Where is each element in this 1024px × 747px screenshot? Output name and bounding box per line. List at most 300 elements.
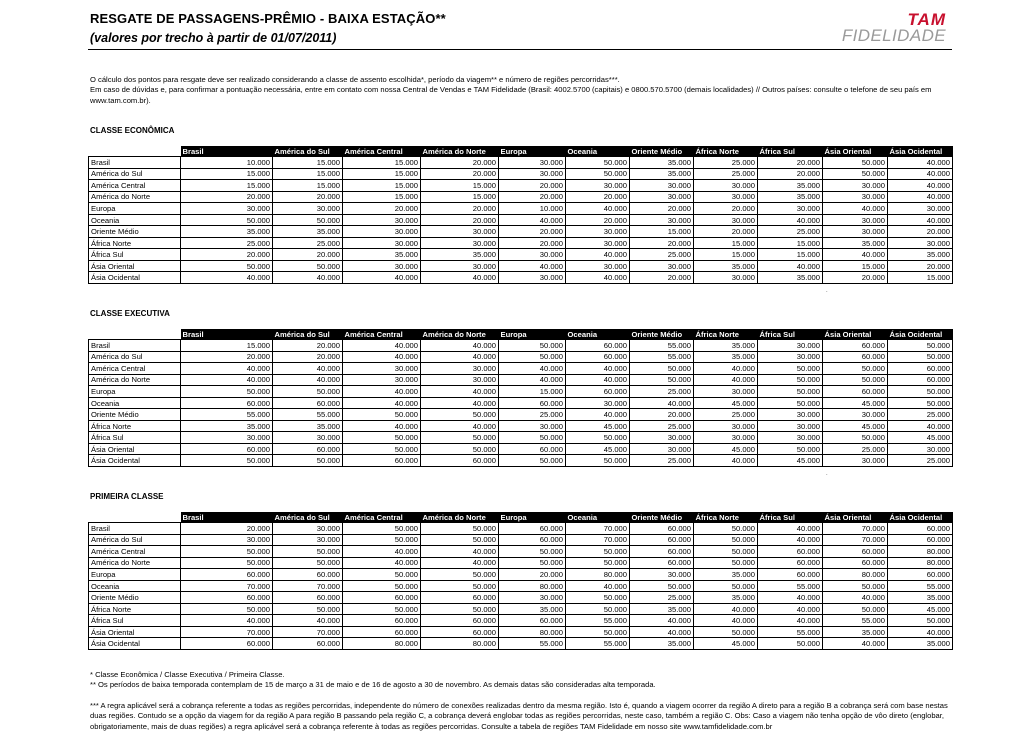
points-cell: 15.000: [273, 168, 343, 180]
row-label: África Norte: [89, 237, 181, 249]
points-cell: 35.000: [823, 237, 888, 249]
section-title-executiva: CLASSE EXECUTIVA: [90, 309, 170, 318]
points-cell: 40.000: [823, 249, 888, 261]
points-cell: 50.000: [181, 546, 273, 558]
points-cell: 45.000: [566, 443, 630, 455]
points-cell: 30.000: [694, 214, 758, 226]
points-cell: 40.000: [888, 157, 953, 169]
points-cell: 35.000: [694, 569, 758, 581]
points-cell: 40.000: [343, 386, 421, 398]
points-cell: 20.000: [421, 203, 499, 215]
points-cell: 35.000: [343, 249, 421, 261]
logo-tam-text: TAM: [907, 10, 946, 29]
points-cell: 20.000: [181, 351, 273, 363]
points-cell: 55.000: [888, 580, 953, 592]
points-cell: 40.000: [566, 363, 630, 375]
row-label: Ásia Oriental: [89, 260, 181, 272]
column-header: África Norte: [694, 512, 758, 523]
points-cell: 20.000: [499, 237, 566, 249]
column-header: América do Norte: [421, 146, 499, 157]
points-cell: 50.000: [823, 432, 888, 444]
separator-dot: .: [826, 471, 828, 477]
row-label: América do Sul: [89, 351, 181, 363]
points-cell: 60.000: [181, 569, 273, 581]
points-cell: 40.000: [343, 351, 421, 363]
points-cell: 25.000: [499, 409, 566, 421]
points-cell: 30.000: [630, 260, 694, 272]
table-row: [89, 626, 953, 638]
points-cell: 40.000: [343, 420, 421, 432]
points-cell: 20.000: [499, 569, 566, 581]
points-cell: 55.000: [566, 638, 630, 650]
table-row: [89, 534, 953, 546]
points-cell: 50.000: [343, 569, 421, 581]
points-cell: 35.000: [823, 626, 888, 638]
column-header: Brasil: [181, 329, 273, 340]
points-cell: 35.000: [888, 592, 953, 604]
points-cell: 50.000: [273, 386, 343, 398]
row-label: África Sul: [89, 432, 181, 444]
column-header: África Norte: [694, 329, 758, 340]
row-label: Oceania: [89, 397, 181, 409]
points-cell: 55.000: [630, 340, 694, 352]
points-cell: 40.000: [758, 603, 823, 615]
points-cell: 25.000: [630, 420, 694, 432]
points-cell: 50.000: [694, 523, 758, 535]
column-header: América do Sul: [273, 146, 343, 157]
points-cell: 20.000: [499, 180, 566, 192]
points-cell: 50.000: [273, 546, 343, 558]
points-cell: 50.000: [273, 455, 343, 467]
points-cell: 20.000: [694, 203, 758, 215]
table-row: [89, 523, 953, 535]
table-row: [89, 580, 953, 592]
points-cell: 40.000: [499, 363, 566, 375]
points-cell: 50.000: [181, 214, 273, 226]
points-cell: 25.000: [273, 237, 343, 249]
table-row: [89, 226, 953, 238]
points-cell: 50.000: [758, 443, 823, 455]
points-cell: 60.000: [630, 546, 694, 558]
points-cell: 10.000: [499, 203, 566, 215]
points-cell: 50.000: [343, 432, 421, 444]
row-label: África Sul: [89, 615, 181, 627]
points-cell: 30.000: [273, 203, 343, 215]
points-cell: 30.000: [823, 191, 888, 203]
points-cell: 30.000: [181, 534, 273, 546]
points-cell: 40.000: [499, 374, 566, 386]
points-cell: 45.000: [694, 397, 758, 409]
header-corner: [89, 512, 181, 523]
column-header: América do Norte: [421, 329, 499, 340]
points-cell: 30.000: [273, 432, 343, 444]
points-cell: 30.000: [694, 386, 758, 398]
points-cell: 35.000: [630, 638, 694, 650]
row-label: Ásia Ocidental: [89, 455, 181, 467]
points-cell: 40.000: [343, 546, 421, 558]
table-row: [89, 386, 953, 398]
points-cell: 50.000: [343, 443, 421, 455]
column-header: Oceania: [566, 512, 630, 523]
points-cell: 40.000: [758, 214, 823, 226]
points-cell: 40.000: [758, 523, 823, 535]
points-cell: 50.000: [499, 340, 566, 352]
table-row: [89, 443, 953, 455]
points-cell: 30.000: [694, 191, 758, 203]
points-cell: 15.000: [694, 249, 758, 261]
column-header: América do Norte: [421, 512, 499, 523]
column-header: Oriente Médio: [630, 146, 694, 157]
points-cell: 50.000: [343, 603, 421, 615]
row-label: Europa: [89, 203, 181, 215]
points-cell: 50.000: [630, 580, 694, 592]
table-row: [89, 214, 953, 226]
points-cell: 60.000: [823, 340, 888, 352]
points-cell: 50.000: [566, 557, 630, 569]
points-cell: 15.000: [343, 168, 421, 180]
points-cell: 40.000: [823, 592, 888, 604]
row-label: América Central: [89, 546, 181, 558]
points-cell: 30.000: [566, 226, 630, 238]
points-cell: 30.000: [823, 455, 888, 467]
points-cell: 30.000: [273, 523, 343, 535]
points-cell: 60.000: [823, 546, 888, 558]
points-cell: 30.000: [343, 260, 421, 272]
points-cell: 60.000: [343, 592, 421, 604]
points-cell: 50.000: [343, 534, 421, 546]
points-cell: 50.000: [888, 615, 953, 627]
points-cell: 20.000: [181, 523, 273, 535]
points-cell: 40.000: [888, 626, 953, 638]
points-cell: 45.000: [888, 432, 953, 444]
points-cell: 35.000: [758, 180, 823, 192]
points-cell: 40.000: [566, 203, 630, 215]
table-row: [89, 455, 953, 467]
points-cell: 25.000: [694, 157, 758, 169]
points-cell: 25.000: [630, 249, 694, 261]
points-cell: 40.000: [694, 455, 758, 467]
points-cell: 40.000: [566, 374, 630, 386]
table-header-row: [89, 512, 953, 523]
points-cell: 35.000: [758, 272, 823, 284]
points-cell: 80.000: [499, 580, 566, 592]
table-row: [89, 569, 953, 581]
points-cell: 50.000: [566, 432, 630, 444]
points-cell: 20.000: [630, 272, 694, 284]
table-row: [89, 638, 953, 650]
points-cell: 50.000: [758, 363, 823, 375]
points-cell: 20.000: [888, 226, 953, 238]
points-cell: 50.000: [758, 638, 823, 650]
points-cell: 60.000: [823, 386, 888, 398]
points-cell: 50.000: [566, 592, 630, 604]
points-cell: 30.000: [694, 272, 758, 284]
points-cell: 20.000: [630, 237, 694, 249]
column-header: África Norte: [694, 146, 758, 157]
page-title: RESGATE DE PASSAGENS-PRÊMIO - BAIXA ESTAÇÃO**: [90, 11, 446, 26]
column-header: Europa: [499, 329, 566, 340]
points-cell: 40.000: [343, 557, 421, 569]
row-label: Ásia Ocidental: [89, 272, 181, 284]
points-cell: 35.000: [273, 420, 343, 432]
intro-line-2: Em caso de dúvidas e, para confirmar a pontuação necessária, entre em contato com nossa Central de Vendas e TAM Fidelidade (Brasil: 4002.5700 (capitais) e 0800.570.5700 (demais localidades) // Outros países: consulte o telefone de seu país em www.tam.com.br).: [90, 85, 932, 105]
points-cell: 60.000: [421, 455, 499, 467]
footnote-2: ** Os períodos de baixa temporada contemplam de 15 de março a 31 de maio e de 16 de agosto a 30 de novembro. As demais datas são consideradas alta temporada.: [90, 680, 656, 690]
points-cell: 30.000: [421, 260, 499, 272]
points-cell: 30.000: [630, 432, 694, 444]
points-cell: 50.000: [421, 432, 499, 444]
row-label: Ásia Oriental: [89, 626, 181, 638]
points-cell: 40.000: [421, 546, 499, 558]
points-cell: 50.000: [823, 580, 888, 592]
points-cell: 40.000: [566, 580, 630, 592]
points-cell: 55.000: [758, 580, 823, 592]
points-cell: 50.000: [181, 557, 273, 569]
row-label: África Norte: [89, 603, 181, 615]
points-cell: 55.000: [273, 409, 343, 421]
points-cell: 40.000: [273, 374, 343, 386]
points-cell: 30.000: [343, 226, 421, 238]
points-cell: 25.000: [694, 409, 758, 421]
points-cell: 30.000: [630, 214, 694, 226]
points-cell: 50.000: [694, 580, 758, 592]
column-header: África Sul: [758, 146, 823, 157]
points-cell: 50.000: [630, 374, 694, 386]
points-cell: 40.000: [273, 615, 343, 627]
points-cell: 20.000: [181, 191, 273, 203]
row-label: Oriente Médio: [89, 226, 181, 238]
points-cell: 20.000: [758, 168, 823, 180]
points-cell: 40.000: [421, 420, 499, 432]
points-cell: 30.000: [343, 237, 421, 249]
points-cell: 20.000: [758, 157, 823, 169]
points-cell: 40.000: [823, 203, 888, 215]
points-cell: 60.000: [888, 374, 953, 386]
points-cell: 15.000: [343, 157, 421, 169]
points-cell: 55.000: [630, 351, 694, 363]
points-cell: 50.000: [566, 546, 630, 558]
points-cell: 50.000: [273, 214, 343, 226]
points-cell: 70.000: [823, 534, 888, 546]
row-label: América do Sul: [89, 168, 181, 180]
table-row: [89, 432, 953, 444]
points-cell: 40.000: [694, 374, 758, 386]
column-header: Ásia Ocidental: [888, 512, 953, 523]
row-label: Ásia Oriental: [89, 443, 181, 455]
points-cell: 30.000: [499, 168, 566, 180]
points-cell: 50.000: [694, 534, 758, 546]
points-cell: 30.000: [823, 226, 888, 238]
points-cell: 15.000: [273, 180, 343, 192]
fare-table-economica: [88, 146, 953, 284]
footnotes: [90, 670, 950, 691]
points-cell: 20.000: [823, 272, 888, 284]
points-cell: 30.000: [566, 397, 630, 409]
points-cell: 50.000: [499, 557, 566, 569]
points-cell: 30.000: [273, 534, 343, 546]
points-cell: 60.000: [181, 397, 273, 409]
points-cell: 20.000: [499, 226, 566, 238]
points-cell: 20.000: [566, 214, 630, 226]
points-cell: 40.000: [758, 615, 823, 627]
points-cell: 60.000: [273, 592, 343, 604]
points-cell: 25.000: [888, 409, 953, 421]
points-cell: 50.000: [421, 580, 499, 592]
points-cell: 25.000: [181, 237, 273, 249]
points-cell: 35.000: [273, 226, 343, 238]
points-cell: 50.000: [421, 534, 499, 546]
column-header: Ásia Oriental: [823, 329, 888, 340]
points-cell: 30.000: [823, 214, 888, 226]
points-cell: 30.000: [181, 203, 273, 215]
points-cell: 60.000: [181, 638, 273, 650]
section-title-primeira: PRIMEIRA CLASSE: [90, 492, 164, 501]
points-cell: 20.000: [694, 226, 758, 238]
points-cell: 30.000: [630, 569, 694, 581]
points-cell: 50.000: [181, 455, 273, 467]
points-cell: 50.000: [499, 351, 566, 363]
row-label: América do Norte: [89, 374, 181, 386]
points-cell: 20.000: [421, 168, 499, 180]
points-cell: 30.000: [888, 203, 953, 215]
header-corner: [89, 329, 181, 340]
table-row: [89, 272, 953, 284]
points-cell: 80.000: [823, 569, 888, 581]
points-cell: 50.000: [273, 260, 343, 272]
points-cell: 45.000: [694, 638, 758, 650]
points-cell: 10.000: [181, 157, 273, 169]
points-cell: 40.000: [758, 534, 823, 546]
points-cell: 60.000: [421, 615, 499, 627]
points-cell: 60.000: [630, 557, 694, 569]
column-header: África Sul: [758, 329, 823, 340]
table-row: [89, 546, 953, 558]
points-cell: 50.000: [181, 603, 273, 615]
points-cell: 15.000: [499, 386, 566, 398]
table-header-row: [89, 146, 953, 157]
points-cell: 30.000: [758, 340, 823, 352]
points-cell: 55.000: [758, 626, 823, 638]
points-cell: 60.000: [758, 546, 823, 558]
points-cell: 50.000: [499, 455, 566, 467]
row-label: Oceania: [89, 580, 181, 592]
points-cell: 40.000: [630, 626, 694, 638]
row-label: Oceania: [89, 214, 181, 226]
points-cell: 30.000: [630, 191, 694, 203]
points-cell: 20.000: [421, 214, 499, 226]
table-row: [89, 409, 953, 421]
fare-table-executiva: [88, 329, 953, 467]
points-cell: 30.000: [758, 420, 823, 432]
points-cell: 15.000: [343, 191, 421, 203]
points-cell: 60.000: [758, 569, 823, 581]
points-cell: 50.000: [421, 603, 499, 615]
row-label: África Sul: [89, 249, 181, 261]
points-cell: 40.000: [343, 272, 421, 284]
points-cell: 40.000: [421, 397, 499, 409]
points-cell: 50.000: [888, 386, 953, 398]
points-cell: 60.000: [421, 626, 499, 638]
row-label: Brasil: [89, 340, 181, 352]
table-header-row: [89, 329, 953, 340]
points-cell: 30.000: [499, 157, 566, 169]
points-cell: 50.000: [823, 603, 888, 615]
points-cell: 40.000: [694, 615, 758, 627]
table-row: [89, 397, 953, 409]
points-cell: 40.000: [888, 214, 953, 226]
points-cell: 30.000: [421, 237, 499, 249]
points-cell: 30.000: [566, 260, 630, 272]
points-cell: 25.000: [823, 443, 888, 455]
points-cell: 25.000: [630, 386, 694, 398]
points-cell: 35.000: [694, 260, 758, 272]
points-cell: 70.000: [181, 580, 273, 592]
points-cell: 30.000: [421, 363, 499, 375]
points-cell: 45.000: [888, 603, 953, 615]
points-cell: 20.000: [343, 203, 421, 215]
table-row: [89, 249, 953, 261]
points-cell: 50.000: [421, 443, 499, 455]
points-cell: 40.000: [630, 397, 694, 409]
row-label: África Norte: [89, 420, 181, 432]
points-cell: 25.000: [694, 168, 758, 180]
row-label: América Central: [89, 363, 181, 375]
points-cell: 50.000: [421, 409, 499, 421]
row-label: América do Sul: [89, 534, 181, 546]
points-cell: 80.000: [343, 638, 421, 650]
points-cell: 15.000: [823, 260, 888, 272]
points-cell: 50.000: [694, 557, 758, 569]
points-cell: 35.000: [630, 157, 694, 169]
points-cell: 15.000: [758, 237, 823, 249]
header-rule: [88, 49, 952, 50]
points-cell: 20.000: [421, 157, 499, 169]
points-cell: 40.000: [566, 409, 630, 421]
table-row: [89, 180, 953, 192]
points-cell: 60.000: [343, 626, 421, 638]
points-cell: 30.000: [499, 249, 566, 261]
points-cell: 40.000: [758, 592, 823, 604]
intro-text: [90, 75, 950, 106]
points-cell: 40.000: [273, 363, 343, 375]
points-cell: 40.000: [181, 615, 273, 627]
points-cell: 40.000: [823, 638, 888, 650]
points-cell: 40.000: [421, 557, 499, 569]
points-cell: 50.000: [694, 626, 758, 638]
header-corner: [89, 146, 181, 157]
table-row: [89, 260, 953, 272]
points-cell: 50.000: [499, 432, 566, 444]
column-header: Ásia Oriental: [823, 146, 888, 157]
points-cell: 50.000: [823, 157, 888, 169]
points-cell: 45.000: [758, 455, 823, 467]
points-cell: 35.000: [694, 340, 758, 352]
points-cell: 20.000: [273, 191, 343, 203]
points-cell: 30.000: [343, 363, 421, 375]
points-cell: 50.000: [823, 374, 888, 386]
points-cell: 60.000: [273, 397, 343, 409]
points-cell: 20.000: [181, 249, 273, 261]
points-cell: 15.000: [181, 168, 273, 180]
points-cell: 20.000: [273, 249, 343, 261]
points-cell: 20.000: [566, 191, 630, 203]
column-header: América Central: [343, 146, 421, 157]
points-cell: 15.000: [181, 340, 273, 352]
points-cell: 40.000: [499, 260, 566, 272]
row-label: América Central: [89, 180, 181, 192]
points-cell: 60.000: [273, 443, 343, 455]
points-cell: 80.000: [566, 569, 630, 581]
